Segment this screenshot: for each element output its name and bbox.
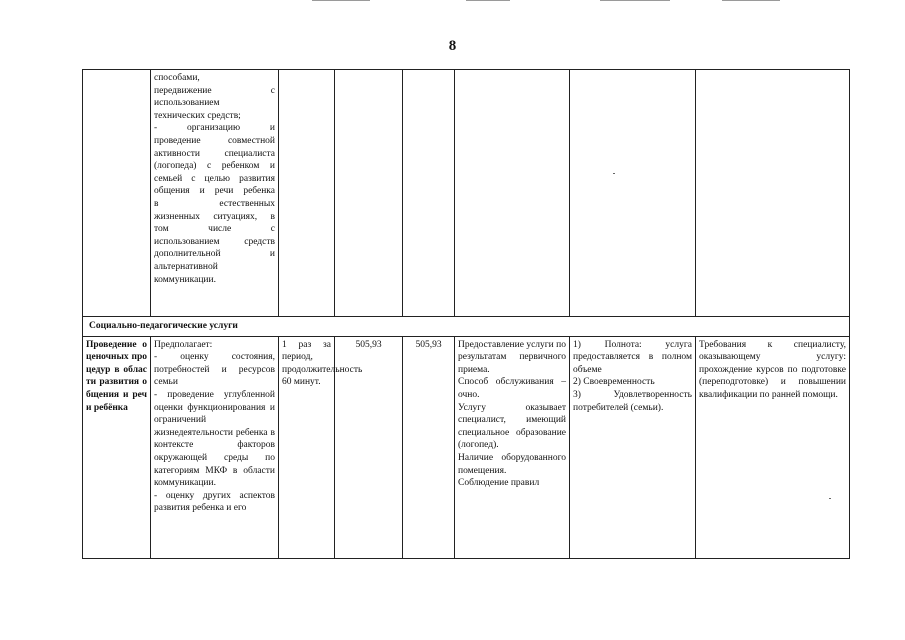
continuation-row (83, 70, 850, 317)
conditions-line: Соблюдение правил (458, 478, 540, 489)
quality-line: 3) Удовлетворенность потребителей (семьи). (573, 389, 692, 413)
cell-empty-quality (570, 70, 696, 317)
section-header-row (83, 317, 850, 337)
scan-edge-mark (600, 0, 670, 1)
text-line: способами, (154, 73, 200, 83)
text-line: том числе с (154, 224, 275, 235)
text-line: семьей с целью развития (154, 173, 275, 184)
cell-price-2: 505,93 (403, 336, 455, 558)
conditions-line: Наличие оборудованного помещения. (458, 452, 566, 476)
text-line: активности специалиста (154, 148, 275, 159)
cell-service-description (151, 336, 279, 558)
cell-service-name: Проведение оценочных процедур в области развития общения и речи ребёнка (83, 336, 151, 558)
text-line: (логопеда) с ребенком и (154, 161, 275, 172)
description-line: Предполагает: (154, 339, 213, 350)
cell-requirements: Требования к специалисту, оказывающему услугу: прохождение курсов по подготовке (переподготовке) и повышении квалификации по ранней помощи. (696, 336, 850, 558)
cell-empty-requirements (696, 70, 850, 317)
text-line: передвижение с (154, 85, 275, 96)
cell-empty-frequency (279, 70, 335, 317)
text-line: - организацию и (154, 123, 275, 134)
scan-speck (829, 498, 831, 499)
text-line: общения и речи ребенка (154, 186, 275, 197)
cell-quality (570, 336, 696, 558)
text-line: альтернативной (154, 261, 218, 272)
conditions-line: Способ обслуживания – очно. (458, 377, 566, 400)
cell-continuation-description (151, 70, 279, 317)
scan-speck (613, 173, 615, 174)
text-line: жизненных ситуациях, в (154, 211, 275, 222)
text-line: использованием средств (154, 236, 275, 247)
conditions-line: Услугу оказывает специалист, имеющий специальное образование (логопед). (458, 402, 566, 451)
scan-edge-mark (722, 0, 780, 1)
scan-edge-mark (466, 0, 510, 1)
cell-empty-price-1 (335, 70, 403, 317)
scan-edge-mark (312, 0, 370, 1)
service-row (83, 336, 850, 558)
text-line: использованием (154, 98, 220, 109)
quality-line: 2) Своевременность (573, 377, 655, 388)
cell-empty-conditions (455, 70, 570, 317)
cell-empty-price-2 (403, 70, 455, 317)
text-line: дополнительной и (154, 249, 275, 260)
description-line: - оценку состояния, потребностей и ресурсов семьи (154, 352, 275, 388)
services-table (82, 69, 850, 559)
text-line: технических средств; (154, 110, 241, 121)
cell-price-1: 505,93 (335, 336, 403, 558)
quality-line: 1) Полнота: услуга предоставляется в полном объеме (573, 339, 692, 375)
cell-conditions (455, 336, 570, 558)
description-line: - проведение углубленной оценки функционирования и ограничений жизнедеятельности ребенка в контексте факторов окружающей среды по категориям МКФ в области коммуникации. (154, 389, 275, 489)
cell-empty-name (83, 70, 151, 317)
conditions-line: Предоставление услуги по результатам первичного приема. (458, 339, 566, 375)
section-title: Социально-педагогические услуги (83, 317, 850, 337)
cell-frequency: 1 раз за период, продолжительность 60 минут. (279, 336, 335, 558)
text-line: проведение совместной (154, 135, 275, 146)
text-line: в естественных (154, 198, 275, 209)
text-line: коммуникации. (154, 274, 216, 285)
page-number: 8 (448, 38, 457, 54)
description-line: - оценку других аспектов развития ребенка и его (154, 490, 275, 514)
